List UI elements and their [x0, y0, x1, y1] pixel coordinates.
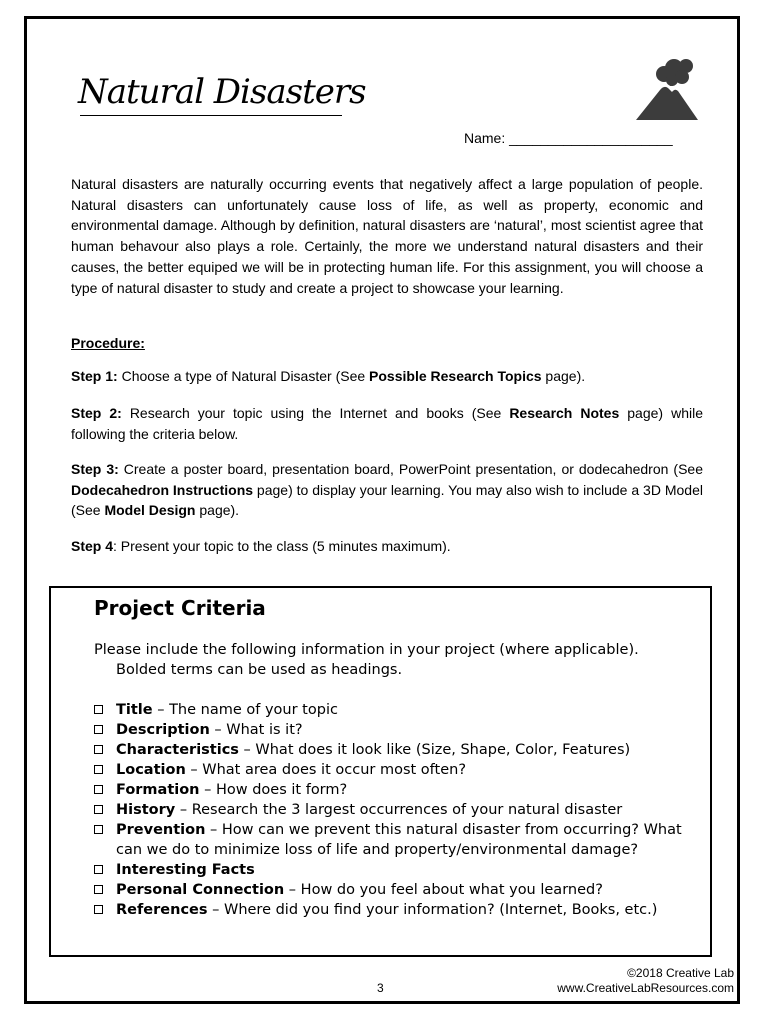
page-title: Natural Disasters — [78, 72, 366, 112]
criteria-desc: – Research the 3 largest occurrences of your natural disaster — [175, 802, 623, 818]
criteria-term: References — [116, 902, 208, 918]
step-text: Create a poster board, presentation board, PowerPoint presentation, or dodecahedron (See — [123, 461, 703, 477]
project-criteria-box — [49, 586, 712, 957]
criteria-item-location — [94, 760, 699, 780]
step-text: page) to display your learning. You may also wish to include a 3D Model (See — [71, 481, 703, 519]
criteria-item-characteristics — [94, 740, 699, 760]
criteria-item-description — [94, 720, 699, 740]
step-text: Research your topic using the Internet and books (See — [129, 405, 510, 421]
criteria-item-interesting-facts — [94, 860, 699, 880]
footer-credits — [557, 966, 734, 996]
step-3 — [71, 459, 703, 521]
checkbox[interactable] — [94, 905, 103, 914]
step-text: page). — [195, 502, 240, 519]
page-number: 3 — [377, 981, 384, 995]
checkbox[interactable] — [94, 745, 103, 754]
step-page-ref: Dodecahedron Instructions — [71, 481, 254, 498]
criteria-item-references — [94, 900, 699, 920]
criteria-desc: – The name of your topic — [152, 702, 338, 718]
criteria-term: History — [116, 802, 176, 818]
criteria-item-formation — [94, 780, 699, 800]
intro-paragraph: Natural disasters are naturally occurring events that negatively affect a large population of people. Natural disasters can unfortunately cause loss of life, as well as property, economic and environmental damage. Although by definition, natural disasters are ‘natural’, most scientist agree that human behavour also plays a role. Certainly, the more we understand natural disasters and their causes, the better equiped we will be in protecting human life. For this assignment, you will choose a type of natural disaster to study and create a project to showcase your learning. — [71, 176, 703, 296]
name-field[interactable]: Name: _____________________ — [464, 130, 673, 146]
criteria-desc: – What area does it occur most often? — [185, 762, 467, 778]
step-4 — [71, 536, 703, 557]
step-label: Step 3: — [71, 461, 119, 477]
criteria-desc: – How do you feel about what you learned? — [284, 882, 603, 898]
checkbox[interactable] — [94, 825, 103, 834]
step-label: Step 4 — [71, 538, 114, 554]
checkbox[interactable] — [94, 765, 103, 774]
step-label: Step 2: — [71, 405, 122, 421]
criteria-item-history — [94, 800, 699, 820]
criteria-term: Location — [116, 762, 186, 778]
criteria-title: Project Criteria — [94, 596, 266, 620]
step-page-ref: Model Design — [104, 502, 196, 519]
title-underline — [80, 115, 342, 116]
step-1 — [71, 366, 703, 387]
criteria-term: Formation — [116, 782, 200, 798]
step-text: Choose a type of Natural Disaster (See — [121, 368, 370, 384]
criteria-item-title — [94, 700, 699, 720]
checkbox[interactable] — [94, 805, 103, 814]
criteria-term: Title — [116, 702, 153, 718]
criteria-checklist — [94, 700, 699, 920]
criteria-item-personal-connection — [94, 880, 699, 900]
procedure-heading: Procedure: — [71, 335, 145, 351]
criteria-desc: – What is it? — [209, 722, 303, 738]
criteria-intro — [94, 640, 694, 680]
criteria-desc: – How does it form? — [199, 782, 348, 798]
criteria-term: Personal Connection — [116, 882, 285, 898]
volcano-icon — [634, 52, 700, 122]
step-page-ref: Possible Research Topics — [369, 368, 542, 384]
criteria-intro-line: Bolded terms can be used as headings. — [116, 662, 403, 678]
criteria-term: Prevention — [116, 822, 206, 838]
criteria-desc: – What does it look like (Size, Shape, Color, Features) — [238, 742, 631, 758]
step-text: : Present your topic to the class (5 minutes maximum). — [113, 538, 451, 554]
step-2 — [71, 403, 703, 444]
step-text: page) while following the criteria below. — [71, 405, 703, 442]
checkbox[interactable] — [94, 865, 103, 874]
criteria-desc: – Where did you find your information? (Internet, Books, etc.) — [207, 902, 658, 918]
step-label: Step 1: — [71, 368, 118, 384]
checkbox[interactable] — [94, 885, 103, 894]
copyright: ©2018 Creative Lab — [627, 966, 734, 980]
criteria-term: Interesting Facts — [116, 862, 255, 878]
criteria-item-prevention — [94, 820, 699, 860]
step-text: page). — [541, 368, 586, 384]
checkbox[interactable] — [94, 785, 103, 794]
website-link[interactable]: www.CreativeLabResources.com — [557, 981, 734, 995]
criteria-desc: – How can we prevent this natural disaster from occurring? What can we do to minimize loss of life and property/environmental damage? — [116, 822, 682, 858]
criteria-term: Characteristics — [116, 742, 239, 758]
checkbox[interactable] — [94, 705, 103, 714]
checkbox[interactable] — [94, 725, 103, 734]
criteria-term: Description — [116, 722, 210, 738]
step-page-ref: Research Notes — [509, 405, 620, 421]
criteria-intro-line: Please include the following information in your project (where applicable). — [94, 642, 639, 658]
